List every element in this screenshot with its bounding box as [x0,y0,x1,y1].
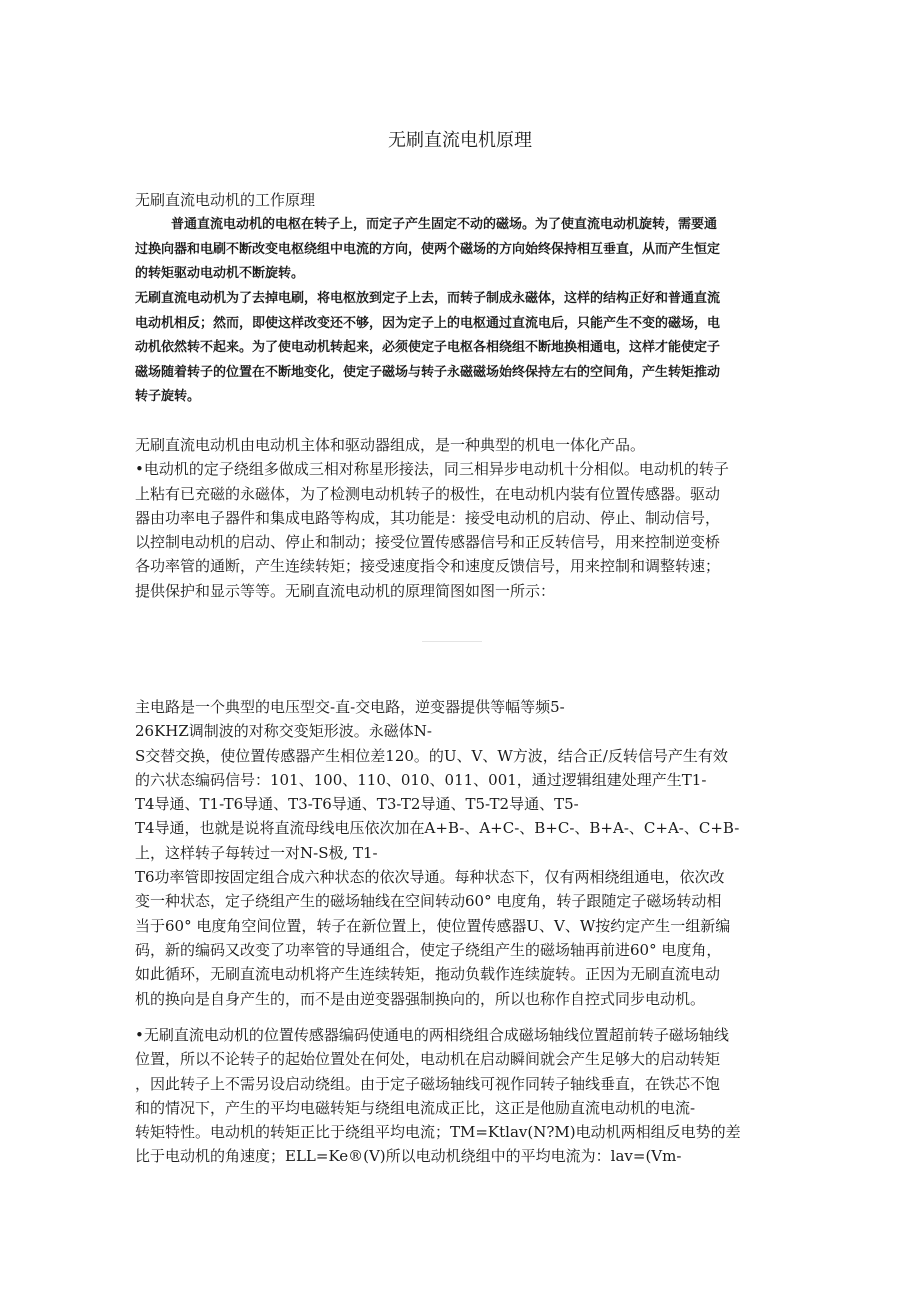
paragraph-line: 比于电动机的角速度；ELL=Ke®(V)所以电动机绕组中的平均电流为：lav=(Vm- [135,1147,682,1166]
paragraph-line: T4导通，也就是说将直流母线电压依次加在A+B-、A+C-、B+C-、B+A-、C+A-、C+B- [135,819,740,838]
paragraph-line: 的转矩驱动电动机不断旋转。 [135,266,305,281]
paragraph-line: 当于60° 电度角空间位置，转子在新位置上，使位置传感器U、V、W按约定产生一组新编 [135,916,731,935]
paragraph-line: 主电路是一个典型的电压型交-直-交电路，逆变器提供等幅等频5- [135,698,565,716]
paragraph-line: 以控制电动机的启动、停止和制动；接受位置传感器信号和正反转信号，用来控制逆变桥 [135,533,721,552]
paragraph-line: T4导通、T1-T6导通、T3-T6导通、T3-T2导通、T5-T2导通、T5- [135,795,579,814]
paragraph-line: 器由功率电子器件和集成电路等构成，其功能是：接受电动机的启动、停止、制动信号， [135,508,721,527]
paragraph-line: 转子旋转。 [135,389,201,404]
paragraph-line: 上，这样转子每转过一对N-S极, T1- [135,843,378,862]
paragraph-line: 无刷直流电动机由电动机主体和驱动器组成，是一种典型的机电一体化产品。 [135,436,646,454]
paragraph-line: 和的情况下，产生的平均电磁转矩与绕组电流成正比，这正是他励直流电动机的电流- [135,1098,696,1117]
paragraph-line: ，因此转子上不需另设启动绕组。由于定子磁场轴线可视作同转子轴线垂直，在铁芯不饱 [135,1074,721,1093]
paragraph-line: 磁场随着转子的位置在不断地变化，使定子磁场与转子永磁磁场始终保持左右的空间角，产生转矩推动 [135,364,721,380]
composition-paragraph [135,433,790,603]
section-heading: 无刷直流电动机的工作原理 [135,191,316,209]
intro-paragraph-1 [135,213,790,287]
paragraph-line: 提供保护和显示等等。无刷直流电动机的原理简图如图一所示： [135,581,556,600]
paragraph-line: S交替交换，使位置传感器产生相位差120。的U、V、W方波，结合正/反转信号产生有效 [135,746,728,765]
paragraph-line: 无刷直流电动机为了去掉电刷，将电枢放到定子上去，而转子制成永磁体，这样的结构正好和普通直流 [135,291,721,306]
paragraph-line: 电动机相反；然而，即使这样改变还不够，因为定子上的电枢通过直流电后，只能产生不变的磁场，电 [135,315,721,331]
paragraph-line: 码，新的编码又改变了功率管的导通组合，使定子绕组产生的磁场轴再前进60° 电度角， [135,940,722,959]
intro-paragraph-2 [135,287,790,410]
paragraph-line: 上粘有已充磁的永磁体，为了检测电动机转子的极性，在电动机内装有位置传感器。驱动 [135,484,721,503]
position-sensor-paragraph [135,1023,790,1169]
paragraph-line: 机的换向是自身产生的，而不是由逆变器强制换向的，所以也称作自控式同步电动机。 [135,989,706,1008]
paragraph-line: T6功率管即按固定组合成六种状态的依次导通。每种状态下，仅有两相绕组通电，依次改 [135,868,725,887]
paragraph-line: 26KHZ调制波的对称交变矩形波。永磁体N- [135,722,432,741]
paragraph-line: 各功率管的通断，产生连续转矩；接受速度指令和速度反馈信号，用来控制和调整转速； [135,557,721,576]
figure-placeholder [422,641,482,642]
paragraph-line: •无刷直流电动机的位置传感器编码使通电的两相绕组合成磁场轴线位置超前转子磁场轴线 [135,1026,729,1044]
paragraph-line: 的六状态编码信号：101、100、110、010、011、001，通过逻辑组建处理产生T1- [135,770,707,789]
document-title: 无刷直流电机原理 [388,130,532,151]
main-circuit-paragraph [135,695,790,1011]
paragraph-line: 变一种状态，定子绕组产生的磁场轴线在空间转动60° 电度角，转子跟随定子磁场转动相 [135,892,722,911]
paragraph-line: 过换向器和电刷不断改变电枢绕组中电流的方向，使两个磁场的方向始终保持相互垂直，从而产生恒定 [135,241,721,257]
paragraph-line: 如此循环，无刷直流电动机将产生连续转矩，拖动负载作连续旋转。正因为无刷直流电动 [135,965,721,984]
paragraph-line: •电动机的定子绕组多做成三相对称星形接法，同三相异步电动机十分相似。电动机的转子 [135,460,729,479]
paragraph-line: 动机依然转不起来。为了使电动机转起来，必须使定子电枢各相绕组不断地换相通电，这样才能使定子 [135,340,721,355]
paragraph-line: 转矩特性。电动机的转矩正比于绕组平均电流；TM=Ktlav(N?M)电动机两相组反电势的差 [135,1123,741,1142]
paragraph-line: 位置，所以不论转子的起始位置处在何处，电动机在启动瞬间就会产生足够大的启动转矩 [135,1050,721,1069]
paragraph-line: 普通直流电动机的电枢在转子上，而定子产生固定不动的磁场。为了使直流电动机旋转，需要通 [171,217,718,232]
